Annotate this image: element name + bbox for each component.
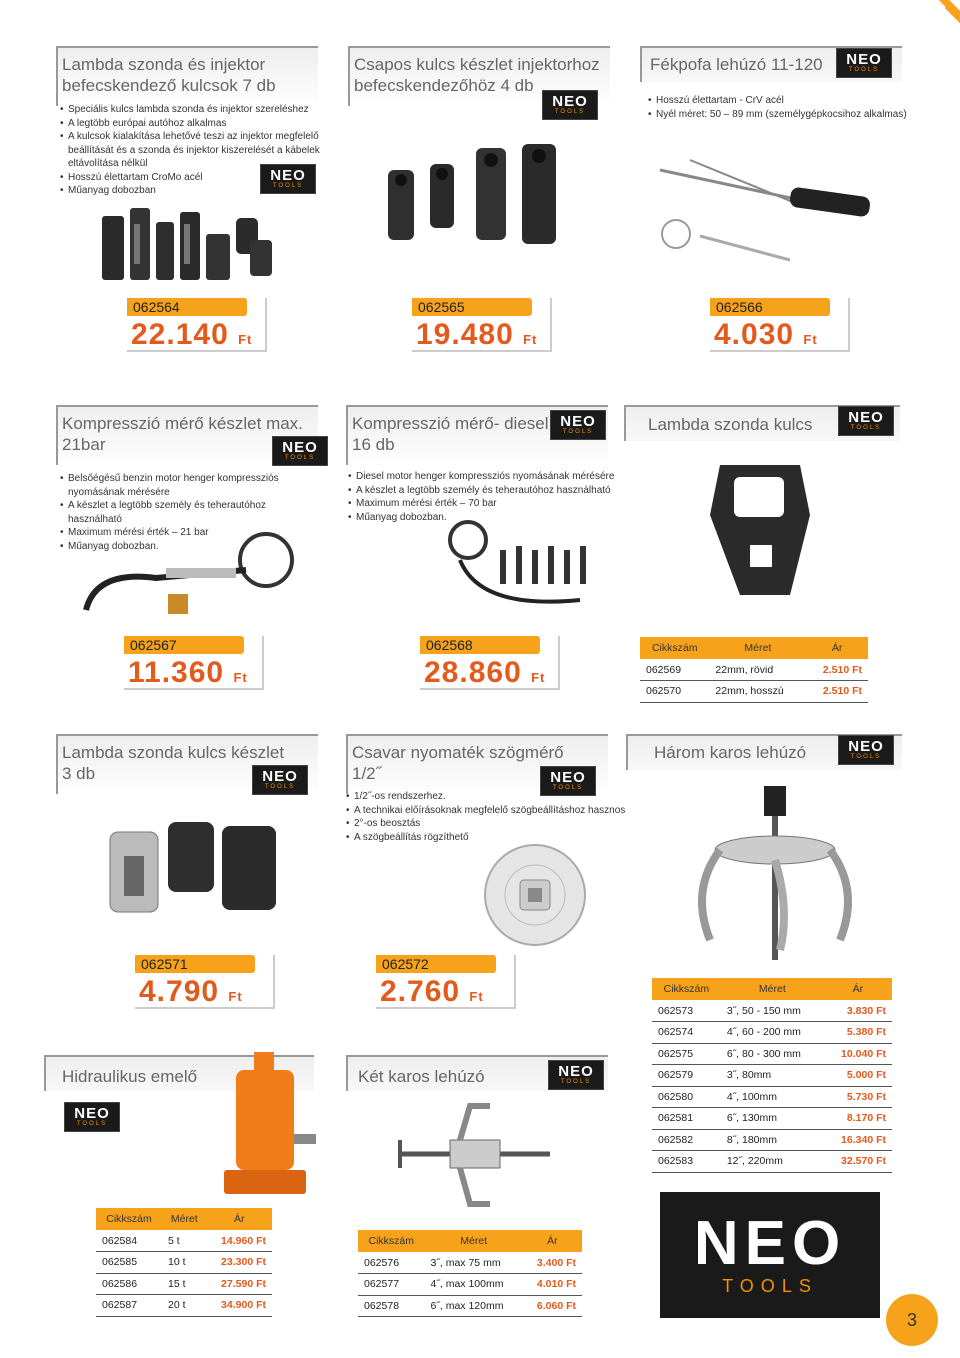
price-box: [124, 636, 264, 690]
neo-logo: NEO TOOLS: [64, 1102, 120, 1132]
product-title: Csavar nyomaték szögmérő 1/2˝: [352, 743, 564, 783]
product-code: 062568: [426, 637, 473, 653]
product-title: Hidraulikus emelő: [62, 1067, 198, 1086]
table-row: 062580 4˝, 100mm 5.730 Ft: [652, 1086, 892, 1108]
product-code: 062565: [418, 299, 465, 315]
table-row: 062575 6˝, 80 - 300 mm 10.040 Ft: [652, 1043, 892, 1065]
product-price: 11.360 Ft: [128, 656, 248, 689]
neo-logo: NEO TOOLS: [252, 765, 308, 795]
feature-list: • 1/2˝-os rendszerhez. • A technikai előírásoknak megfelelő szögbeállításhoz hasznos • 2°-os beosztás • A szögbeállítás rögzíthető: [346, 790, 636, 844]
table-row: 062583 12˝, 220mm 32.570 Ft: [652, 1151, 892, 1173]
neo-tools-brand-logo: NEO TOOLS: [660, 1192, 880, 1318]
product-price: 4.030 Ft: [714, 318, 818, 351]
feature-list: • Speciális kulcs lambda szonda és injektor szereléshez • A legtöbb európai autóhoz alkalmas • A kulcsok kialakítása lehetővé teszi az injektor megfelelő beállítását és a szonda és injektor kiszerelését a kábelek eltávolítása nélkül • Hosszú élettartam CroMo acél • Műanyag dobozban: [60, 103, 320, 198]
compression-gauge-image: [76, 530, 306, 620]
product-code: 062564: [133, 299, 180, 315]
product-title: Lambda szonda kulcs készlet 3 db: [62, 743, 285, 783]
neo-logo: NEO TOOLS: [838, 406, 894, 436]
product-price: 2.760 Ft: [380, 975, 484, 1008]
neo-logo: NEO TOOLS: [838, 735, 894, 765]
table-row: 062582 8˝, 180mm 16.340 Ft: [652, 1129, 892, 1151]
table-row: 062586 15 t 27.590 Ft: [96, 1273, 272, 1295]
product-code: 062572: [382, 956, 429, 972]
table-row: 062576 3˝, max 75 mm 3.400 Ft: [358, 1252, 582, 1274]
table-row: 062579 3˝, 80mm 5.000 Ft: [652, 1065, 892, 1087]
product-price: 19.480 Ft: [416, 318, 538, 351]
product-price: 22.140 Ft: [131, 318, 253, 351]
table-row: 062574 4˝, 60 - 200 mm 5.380 Ft: [652, 1022, 892, 1044]
table-row: 062573 3˝, 50 - 150 mm 3.830 Ft: [652, 1000, 892, 1022]
price-table-hidraulikus: Cikkszám Méret Ár 062584 5 t 14.960 Ft 062585 10 t 23.300 Ft 062586 15 t 27.590 Ft 062587 20 t 34.900 Ft: [96, 1208, 272, 1317]
hydraulic-jack-image: [210, 1050, 320, 1200]
product-price: 28.860 Ft: [424, 656, 546, 689]
neo-logo: NEO TOOLS: [836, 48, 892, 78]
price-box: [412, 298, 552, 352]
lambda-wrench-set-image: [104, 816, 284, 926]
angle-gauge-image: [480, 840, 590, 950]
product-price: 4.790 Ft: [139, 975, 243, 1008]
product-title: Kompresszió mérő készlet max. 21bar: [62, 414, 303, 454]
table-row: 062584 5 t 14.960 Ft: [96, 1230, 272, 1252]
lambda-wrench-image: [700, 455, 820, 605]
table-row: 062569 22mm, rövid 2.510 Ft: [640, 659, 868, 681]
neo-logo: NEO TOOLS: [550, 410, 606, 440]
feature-list: • Hosszú élettartam - CrV acél • Nyél méret: 50 – 89 mm (személygépkocsihoz alkalmas): [648, 94, 918, 121]
product-title: Fékpofa lehúzó 11-120: [650, 55, 823, 74]
three-jaw-puller-image: [680, 780, 870, 970]
neo-logo: NEO TOOLS: [260, 164, 316, 194]
two-jaw-puller-image: [390, 1100, 560, 1210]
page-number: 3: [886, 1294, 938, 1346]
table-row: 062587 20 t 34.900 Ft: [96, 1295, 272, 1317]
price-table-lambda-kulcs: Cikkszám Méret Ár 062569 22mm, rövid 2.510 Ft 062570 22mm, hosszú 2.510 Ft: [640, 637, 868, 703]
price-box: [420, 636, 560, 690]
table-row: 062570 22mm, hosszú 2.510 Ft: [640, 681, 868, 703]
corner-decoration: [930, 0, 960, 30]
product-title: Kompresszió mérő- diesel 16 db: [352, 414, 549, 454]
table-row: 062578 6˝, max 120mm 6.060 Ft: [358, 1295, 582, 1317]
table-row: 062581 6˝, 130mm 8.170 Ft: [652, 1108, 892, 1130]
neo-logo: NEO TOOLS: [540, 766, 596, 796]
price-box: [710, 298, 850, 352]
table-row: 062577 4˝, max 100mm 4.010 Ft: [358, 1274, 582, 1296]
product-title: Három karos lehúzó: [654, 743, 807, 762]
product-title: Lambda szonda és injektor befecskendező kulcsok 7 db: [62, 55, 276, 95]
neo-logo: NEO TOOLS: [272, 436, 328, 466]
price-table-ket-karos: Cikkszám Méret Ár 062576 3˝, max 75 mm 3.400 Ft 062577 4˝, max 100mm 4.010 Ft 062578 6˝, max 120mm 6.060 Ft: [358, 1230, 582, 1317]
table-row: 062585 10 t 23.300 Ft: [96, 1252, 272, 1274]
product-title: Két karos lehúzó: [358, 1067, 485, 1086]
diesel-compression-set-image: [420, 520, 620, 620]
brake-shoe-puller-image: [650, 150, 890, 280]
product-title: Csapos kulcs készlet injektorhoz befecskendezőhöz 4 db: [354, 55, 600, 95]
product-code: 062567: [130, 637, 177, 653]
neo-logo: NEO TOOLS: [542, 90, 598, 120]
price-table-harom-karos: Cikkszám Méret Ár 062573 3˝, 50 - 150 mm 3.830 Ft 062574 4˝, 60 - 200 mm 5.380 Ft 062575 6˝, 80 - 300 mm 10.040 Ft 062579 3˝, 80mm 5.000 Ft 062580 4˝, 100mm 5.730 Ft 062581 6˝, 130mm 8.170 Ft 062582 8˝, 180mm 16.340 Ft 062583 12˝, 220mm 32.570 Ft: [652, 978, 892, 1173]
lambda-socket-set-image: [100, 204, 280, 284]
price-box: [135, 955, 275, 1009]
product-code: 062566: [716, 299, 763, 315]
feature-list: • Diesel motor henger kompressziós nyomásának mérésére • A készlet a legtöbb személy és teherautóhoz használható • Maximum mérési érték – 70 bar • Műanyag dobozban.: [348, 470, 618, 524]
pin-wrench-set-image: [384, 140, 564, 250]
product-title: Lambda szonda kulcs: [648, 415, 813, 434]
neo-logo: NEO TOOLS: [548, 1060, 604, 1090]
product-code: 062571: [141, 956, 188, 972]
price-box: [127, 298, 267, 352]
price-box: [376, 955, 516, 1009]
feature-list: • Belsőégésű benzin motor henger kompressziós nyomásának mérésére • A készlet a legtöbb személy és teherautóhoz használható • Maximum mérési érték – 21 bar • Műanyag dobozban.: [60, 472, 322, 553]
